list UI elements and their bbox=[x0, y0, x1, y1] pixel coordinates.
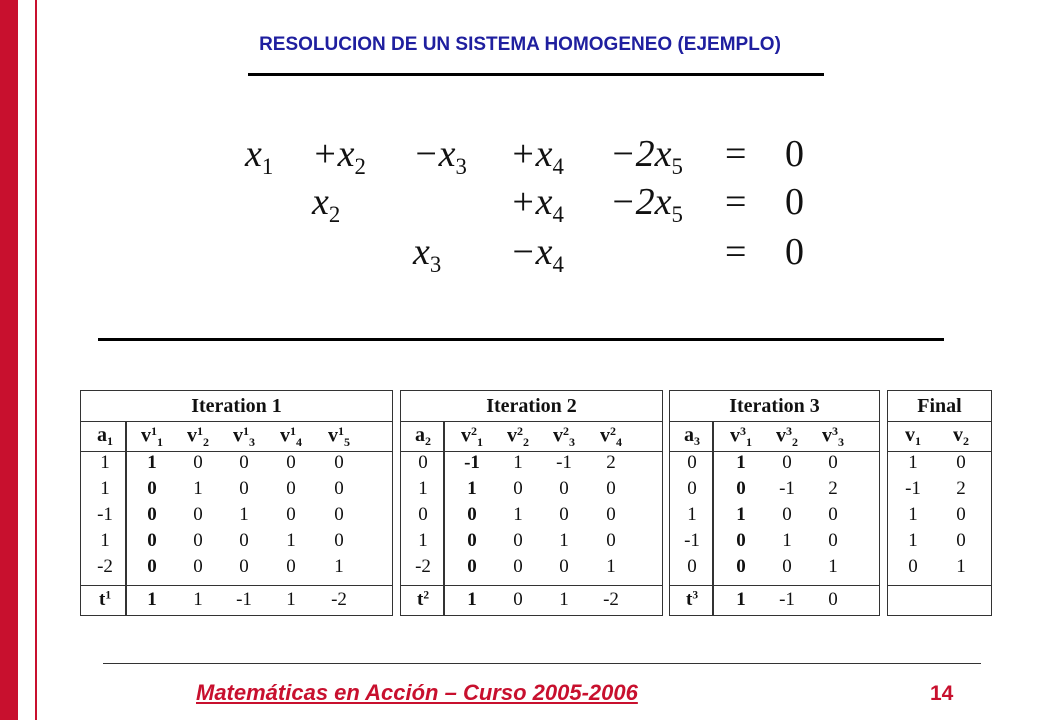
table-footer-row bbox=[81, 585, 392, 616]
table-cell: 0 bbox=[193, 504, 203, 525]
column-header: $v^2_4$ bbox=[600, 424, 622, 449]
table-cell: $t^3$ bbox=[685, 589, 699, 610]
footer-text: Matemáticas en Acción – Curso 2005-2006 bbox=[196, 680, 638, 705]
table-cell: -1 bbox=[236, 589, 252, 610]
table-cell: 0 bbox=[193, 530, 203, 551]
table-cell: 1 bbox=[956, 556, 966, 577]
table-header: Iteration 1 bbox=[81, 391, 392, 422]
table-cell: -1 bbox=[556, 452, 572, 473]
table-cell: 0 bbox=[606, 504, 616, 525]
column-header: $v^2_2$ bbox=[507, 424, 529, 449]
table-cell: 1 bbox=[467, 589, 477, 610]
column-header: $v^1_2$ bbox=[187, 424, 209, 449]
section-divider bbox=[98, 338, 944, 341]
table-cell: 0 bbox=[193, 556, 203, 577]
column-header: $v^2_1$ bbox=[461, 424, 483, 449]
iteration-table bbox=[669, 390, 880, 616]
table-cell: 1 bbox=[736, 589, 746, 610]
table-cell: 1 bbox=[559, 589, 569, 610]
table-cell: 1 bbox=[100, 530, 110, 551]
equation-term: = bbox=[725, 133, 747, 175]
table-cell: 1 bbox=[100, 452, 110, 473]
table-cell: 0 bbox=[239, 530, 249, 551]
equation-term: = bbox=[725, 181, 747, 223]
table-cell: -1 bbox=[684, 530, 700, 551]
table-cell: 1 bbox=[908, 452, 918, 473]
table-cell: 0 bbox=[782, 452, 792, 473]
table-cell: 0 bbox=[147, 504, 157, 525]
equation-term: $+x_4$ bbox=[510, 133, 564, 179]
table-cell: 0 bbox=[334, 478, 344, 499]
table-cell: 0 bbox=[513, 478, 523, 499]
table-cell: 0 bbox=[193, 452, 203, 473]
table-cell: 2 bbox=[956, 478, 966, 499]
table-cell: 0 bbox=[239, 556, 249, 577]
table-cell: 1 bbox=[736, 504, 746, 525]
column-headers bbox=[401, 421, 662, 452]
table-header: Iteration 2 bbox=[401, 391, 662, 422]
equation-term: $-x_3$ bbox=[413, 133, 467, 179]
table-cell: 1 bbox=[908, 530, 918, 551]
table-cell: 0 bbox=[467, 530, 477, 551]
table-cell: -2 bbox=[603, 589, 619, 610]
table-cell: -2 bbox=[331, 589, 347, 610]
column-header: $a_3$ bbox=[684, 424, 700, 449]
slide-title: RESOLUCION DE UN SISTEMA HOMOGENEO (EJEMPLO) bbox=[259, 34, 781, 55]
table-cell: 0 bbox=[467, 504, 477, 525]
column-header: $v^3_2$ bbox=[776, 424, 798, 449]
table-cell: $t^2$ bbox=[416, 589, 430, 610]
table-cell: 0 bbox=[334, 530, 344, 551]
table-cell: 1 bbox=[782, 530, 792, 551]
equation-term: $-2x_5$ bbox=[610, 181, 683, 227]
table-cell: 1 bbox=[467, 478, 477, 499]
column-header: $v_2$ bbox=[953, 424, 969, 449]
table-cell: 1 bbox=[193, 478, 203, 499]
left-accent-line bbox=[35, 0, 37, 720]
table-cell: 1 bbox=[513, 504, 523, 525]
equation-term: $x_2$ bbox=[312, 181, 341, 227]
table-cell: 0 bbox=[956, 504, 966, 525]
column-headers bbox=[81, 421, 392, 452]
table-cell: 1 bbox=[193, 589, 203, 610]
table-cell: 0 bbox=[736, 478, 746, 499]
table-cell: 1 bbox=[147, 589, 157, 610]
table-footer-row bbox=[401, 585, 662, 616]
table-cell: 1 bbox=[147, 452, 157, 473]
table-cell: 0 bbox=[513, 556, 523, 577]
table-cell: -2 bbox=[415, 556, 431, 577]
table-cell: 0 bbox=[418, 504, 428, 525]
table-cell: 1 bbox=[559, 530, 569, 551]
table-cell: 1 bbox=[687, 504, 697, 525]
table-cell: 0 bbox=[736, 530, 746, 551]
table-cell: 0 bbox=[513, 530, 523, 551]
table-cell: 0 bbox=[559, 504, 569, 525]
column-divider bbox=[712, 421, 714, 615]
table-cell: 0 bbox=[467, 556, 477, 577]
table-cell: 0 bbox=[559, 478, 569, 499]
column-header: $v^3_3$ bbox=[822, 424, 844, 449]
table-cell: 1 bbox=[286, 589, 296, 610]
table-cell: 0 bbox=[956, 452, 966, 473]
left-accent-bar bbox=[0, 0, 18, 720]
column-header: $v^1_4$ bbox=[280, 424, 302, 449]
table-cell: 0 bbox=[147, 530, 157, 551]
table-cell: 0 bbox=[286, 556, 296, 577]
equation-term: $+x_4$ bbox=[510, 181, 564, 227]
equation-term: $-x_4$ bbox=[510, 231, 564, 277]
column-header: $a_2$ bbox=[415, 424, 431, 449]
table-cell: $t^1$ bbox=[98, 589, 112, 610]
table-footer-row bbox=[670, 585, 879, 616]
table-cell: 0 bbox=[418, 452, 428, 473]
table-cell: -1 bbox=[97, 504, 113, 525]
table-cell: 0 bbox=[513, 589, 523, 610]
equation-term: 0 bbox=[785, 231, 804, 273]
footer-rule bbox=[103, 663, 981, 664]
table-cell: 0 bbox=[286, 452, 296, 473]
table-cell: 2 bbox=[606, 452, 616, 473]
table-cell: 0 bbox=[334, 504, 344, 525]
table-cell: 1 bbox=[908, 504, 918, 525]
table-cell: 1 bbox=[334, 556, 344, 577]
table-body bbox=[81, 451, 392, 585]
table-cell: 0 bbox=[828, 504, 838, 525]
table-cell: 1 bbox=[239, 504, 249, 525]
equation-term: $x_3$ bbox=[413, 231, 442, 277]
table-cell: 0 bbox=[908, 556, 918, 577]
table-cell: 1 bbox=[606, 556, 616, 577]
column-header: $v^3_1$ bbox=[730, 424, 752, 449]
table-cell: 0 bbox=[782, 556, 792, 577]
table-footer-row bbox=[888, 585, 991, 616]
table-cell: -2 bbox=[97, 556, 113, 577]
table-cell: 0 bbox=[334, 452, 344, 473]
column-header: $v^1_1$ bbox=[141, 424, 163, 449]
equation-term: 0 bbox=[785, 181, 804, 223]
table-cell: 0 bbox=[828, 452, 838, 473]
table-cell: 1 bbox=[418, 530, 428, 551]
table-cell: 0 bbox=[736, 556, 746, 577]
equation-term: 0 bbox=[785, 133, 804, 175]
equation-term: $-2x_5$ bbox=[610, 133, 683, 179]
column-divider bbox=[125, 421, 127, 615]
table-cell: 0 bbox=[286, 504, 296, 525]
column-divider bbox=[443, 421, 445, 615]
table-cell: 0 bbox=[782, 504, 792, 525]
table-cell: 0 bbox=[687, 452, 697, 473]
column-headers bbox=[670, 421, 879, 452]
column-header: $v_1$ bbox=[905, 424, 921, 449]
table-cell: 1 bbox=[736, 452, 746, 473]
iteration-table bbox=[887, 390, 992, 616]
table-cell: 0 bbox=[559, 556, 569, 577]
table-cell: -1 bbox=[905, 478, 921, 499]
table-cell: 0 bbox=[828, 530, 838, 551]
table-cell: 1 bbox=[100, 478, 110, 499]
table-cell: 0 bbox=[147, 556, 157, 577]
table-cell: 2 bbox=[828, 478, 838, 499]
equation-term: $+x_2$ bbox=[312, 133, 366, 179]
table-header: Iteration 3 bbox=[670, 391, 879, 422]
table-cell: 0 bbox=[687, 478, 697, 499]
table-cell: 1 bbox=[828, 556, 838, 577]
table-cell: 0 bbox=[687, 556, 697, 577]
table-cell: 1 bbox=[418, 478, 428, 499]
table-cell: 0 bbox=[606, 530, 616, 551]
table-body bbox=[401, 451, 662, 585]
column-header: $v^1_3$ bbox=[233, 424, 255, 449]
iteration-table bbox=[400, 390, 663, 616]
table-cell: 0 bbox=[147, 478, 157, 499]
table-cell: 0 bbox=[286, 478, 296, 499]
table-cell: 0 bbox=[956, 530, 966, 551]
table-cell: 0 bbox=[239, 478, 249, 499]
table-cell: -1 bbox=[779, 589, 795, 610]
column-headers bbox=[888, 421, 991, 452]
table-cell: 1 bbox=[286, 530, 296, 551]
table-body bbox=[670, 451, 879, 585]
column-header: $v^2_3$ bbox=[553, 424, 575, 449]
page-number: 14 bbox=[930, 682, 954, 705]
table-header: Final bbox=[888, 391, 991, 422]
iteration-table bbox=[80, 390, 393, 616]
table-cell: -1 bbox=[464, 452, 480, 473]
table-cell: 0 bbox=[828, 589, 838, 610]
equation-term: = bbox=[725, 231, 747, 273]
table-cell: 1 bbox=[513, 452, 523, 473]
table-cell: -1 bbox=[779, 478, 795, 499]
equation-term: $x_1$ bbox=[245, 133, 274, 179]
table-cell: 0 bbox=[606, 478, 616, 499]
title-underline bbox=[248, 73, 824, 76]
column-header: $v^1_5$ bbox=[328, 424, 350, 449]
table-body bbox=[888, 451, 991, 585]
column-header: $a_1$ bbox=[97, 424, 113, 449]
table-cell: 0 bbox=[239, 452, 249, 473]
